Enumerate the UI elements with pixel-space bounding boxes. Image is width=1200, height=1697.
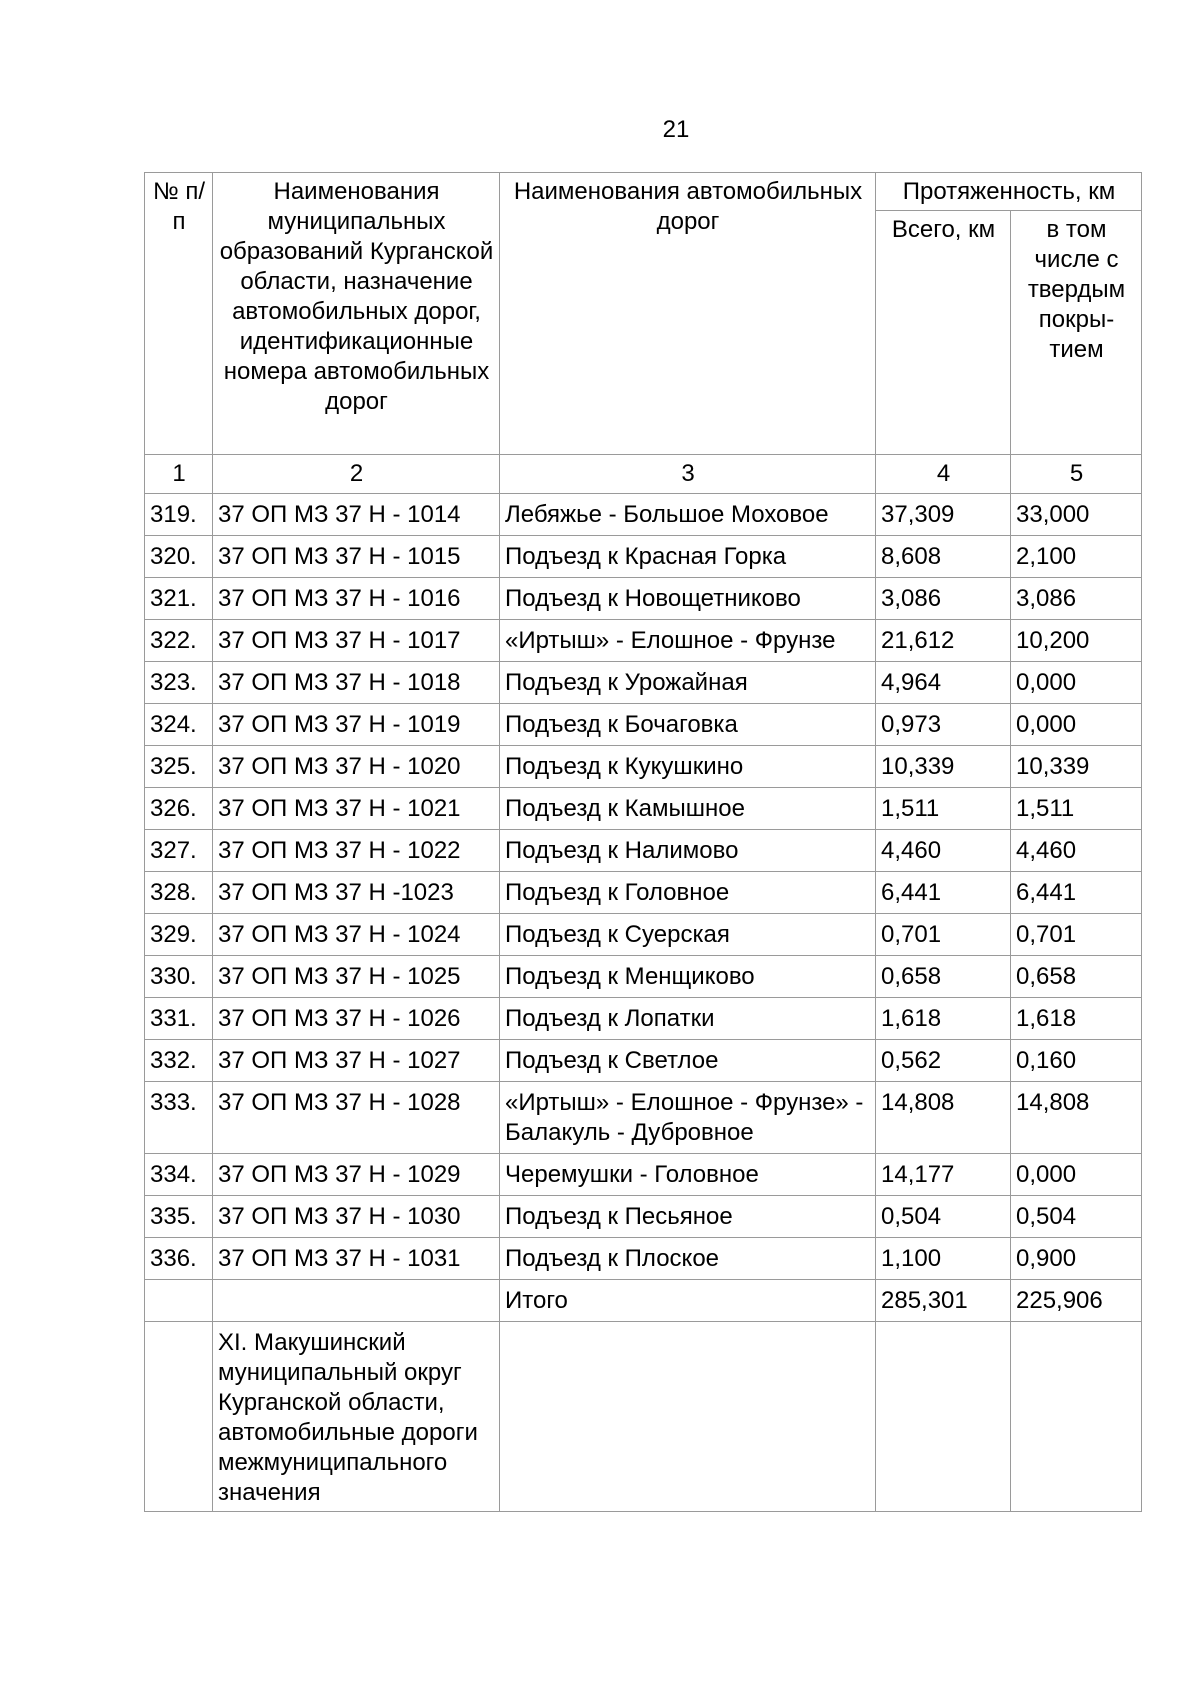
road-length-total: 1,618	[876, 998, 1011, 1040]
header-length: Протяженность, км	[876, 173, 1142, 211]
road-id: 37 ОП МЗ 37 Н - 1028	[213, 1082, 500, 1154]
section-empty-cell	[500, 1322, 876, 1512]
road-id: 37 ОП МЗ 37 Н - 1025	[213, 956, 500, 998]
table-row	[145, 998, 1142, 1040]
row-number: 333.	[145, 1082, 213, 1154]
road-length-paved: 3,086	[1011, 578, 1142, 620]
road-id: 37 ОП МЗ 37 Н - 1017	[213, 620, 500, 662]
road-length-total: 0,973	[876, 704, 1011, 746]
road-id: 37 ОП МЗ 37 Н - 1014	[213, 494, 500, 536]
row-number: 332.	[145, 1040, 213, 1082]
table-body	[145, 494, 1142, 1280]
road-id: 37 ОП МЗ 37 Н - 1019	[213, 704, 500, 746]
row-number: 321.	[145, 578, 213, 620]
row-number: 324.	[145, 704, 213, 746]
table-row	[145, 494, 1142, 536]
road-id: 37 ОП МЗ 37 Н - 1020	[213, 746, 500, 788]
row-number: 334.	[145, 1154, 213, 1196]
section-num-cell	[145, 1322, 213, 1512]
road-length-total: 10,339	[876, 746, 1011, 788]
road-length-paved: 14,808	[1011, 1082, 1142, 1154]
total-paved-length: 225,906	[1011, 1280, 1142, 1322]
road-length-total: 8,608	[876, 536, 1011, 578]
road-length-total: 1,100	[876, 1238, 1011, 1280]
road-length-total: 0,658	[876, 956, 1011, 998]
road-name: Подъезд к Лопатки	[500, 998, 876, 1040]
row-number: 319.	[145, 494, 213, 536]
row-number: 330.	[145, 956, 213, 998]
road-length-paved: 0,658	[1011, 956, 1142, 998]
table-row	[145, 830, 1142, 872]
column-numbers-row	[145, 455, 1142, 494]
header-length-paved: в том числе с твердым покры- тием	[1011, 211, 1142, 455]
road-length-paved: 10,200	[1011, 620, 1142, 662]
road-length-total: 1,511	[876, 788, 1011, 830]
road-length-paved: 6,441	[1011, 872, 1142, 914]
table-row	[145, 1154, 1142, 1196]
road-id: 37 ОП МЗ 37 Н -1023	[213, 872, 500, 914]
row-number: 322.	[145, 620, 213, 662]
road-id: 37 ОП МЗ 37 Н - 1026	[213, 998, 500, 1040]
row-number: 325.	[145, 746, 213, 788]
row-number: 336.	[145, 1238, 213, 1280]
road-id: 37 ОП МЗ 37 Н - 1021	[213, 788, 500, 830]
table-row	[145, 1196, 1142, 1238]
road-length-paved: 10,339	[1011, 746, 1142, 788]
table-row	[145, 578, 1142, 620]
header-length-total: Всего, км	[876, 211, 1011, 455]
road-name: Подъезд к Головное	[500, 872, 876, 914]
table-row	[145, 620, 1142, 662]
road-id: 37 ОП МЗ 37 Н - 1030	[213, 1196, 500, 1238]
table-row	[145, 872, 1142, 914]
road-length-total: 4,460	[876, 830, 1011, 872]
table-row	[145, 788, 1142, 830]
table-row	[145, 1040, 1142, 1082]
row-number: 335.	[145, 1196, 213, 1238]
road-id: 37 ОП МЗ 37 Н - 1027	[213, 1040, 500, 1082]
road-length-paved: 2,100	[1011, 536, 1142, 578]
row-number: 327.	[145, 830, 213, 872]
road-length-paved: 0,160	[1011, 1040, 1142, 1082]
road-name: Подъезд к Камышное	[500, 788, 876, 830]
road-name: Подъезд к Красная Горка	[500, 536, 876, 578]
road-length-paved: 4,460	[1011, 830, 1142, 872]
total-label: Итого	[500, 1280, 876, 1322]
roads-table	[144, 172, 1142, 1512]
road-length-total: 21,612	[876, 620, 1011, 662]
road-length-paved: 0,000	[1011, 1154, 1142, 1196]
column-number: 4	[876, 455, 1011, 494]
table-header	[145, 173, 1142, 494]
road-id: 37 ОП МЗ 37 Н - 1031	[213, 1238, 500, 1280]
column-number: 5	[1011, 455, 1142, 494]
page-number: 21	[662, 116, 690, 143]
road-length-paved: 33,000	[1011, 494, 1142, 536]
row-number: 326.	[145, 788, 213, 830]
road-length-total: 14,808	[876, 1082, 1011, 1154]
road-length-total: 0,504	[876, 1196, 1011, 1238]
road-id: 37 ОП МЗ 37 Н - 1022	[213, 830, 500, 872]
road-id: 37 ОП МЗ 37 Н - 1024	[213, 914, 500, 956]
total-id-cell	[213, 1280, 500, 1322]
road-name: Подъезд к Новощетниково	[500, 578, 876, 620]
road-length-total: 6,441	[876, 872, 1011, 914]
road-length-paved: 0,000	[1011, 662, 1142, 704]
column-number: 1	[145, 455, 213, 494]
header-municipality: Наименования муниципальных образований Курганской области, назначение автомобильных дорог, идентификационные номера автомобильных дорог	[213, 173, 500, 455]
road-name: Подъезд к Менщиково	[500, 956, 876, 998]
table-row	[145, 956, 1142, 998]
table-row	[145, 536, 1142, 578]
road-length-paved: 0,900	[1011, 1238, 1142, 1280]
road-name: «Иртыш» - Елошное - Фрунзе	[500, 620, 876, 662]
road-length-total: 4,964	[876, 662, 1011, 704]
section-title: XI. Макушинский муниципальный округ Курганской области, автомобильные дороги межмуниципального значения	[213, 1322, 500, 1512]
road-name: Черемушки - Головное	[500, 1154, 876, 1196]
table-row	[145, 1238, 1142, 1280]
table-row	[145, 746, 1142, 788]
road-id: 37 ОП МЗ 37 Н - 1029	[213, 1154, 500, 1196]
road-length-paved: 0,701	[1011, 914, 1142, 956]
road-name: Подъезд к Плоское	[500, 1238, 876, 1280]
column-number: 3	[500, 455, 876, 494]
section-row	[145, 1322, 1142, 1512]
road-length-paved: 1,511	[1011, 788, 1142, 830]
total-num-cell	[145, 1280, 213, 1322]
road-length-total: 3,086	[876, 578, 1011, 620]
road-length-total: 37,309	[876, 494, 1011, 536]
total-length: 285,301	[876, 1280, 1011, 1322]
road-length-total: 14,177	[876, 1154, 1011, 1196]
road-name: Подъезд к Урожайная	[500, 662, 876, 704]
road-name: Лебяжье - Большое Моховое	[500, 494, 876, 536]
road-name: Подъезд к Светлое	[500, 1040, 876, 1082]
table-row	[145, 662, 1142, 704]
table-row	[145, 704, 1142, 746]
table-row	[145, 1082, 1142, 1154]
row-number: 320.	[145, 536, 213, 578]
table-row	[145, 914, 1142, 956]
section-empty-cell	[876, 1322, 1011, 1512]
row-number: 328.	[145, 872, 213, 914]
road-id: 37 ОП МЗ 37 Н - 1018	[213, 662, 500, 704]
road-length-paved: 0,000	[1011, 704, 1142, 746]
road-id: 37 ОП МЗ 37 Н - 1015	[213, 536, 500, 578]
column-number: 2	[213, 455, 500, 494]
road-name: Подъезд к Суерская	[500, 914, 876, 956]
road-id: 37 ОП МЗ 37 Н - 1016	[213, 578, 500, 620]
table-footer	[145, 1280, 1142, 1512]
road-name: Подъезд к Налимово	[500, 830, 876, 872]
road-name: «Иртыш» - Елошное - Фрунзе» - Балакуль - Дубровное	[500, 1082, 876, 1154]
road-name: Подъезд к Бочаговка	[500, 704, 876, 746]
header-number: № п/п	[145, 173, 213, 455]
row-number: 323.	[145, 662, 213, 704]
road-length-total: 0,701	[876, 914, 1011, 956]
road-name: Подъезд к Песьяное	[500, 1196, 876, 1238]
road-length-paved: 0,504	[1011, 1196, 1142, 1238]
row-number: 329.	[145, 914, 213, 956]
section-empty-cell	[1011, 1322, 1142, 1512]
road-name: Подъезд к Кукушкино	[500, 746, 876, 788]
road-length-paved: 1,618	[1011, 998, 1142, 1040]
header-road-name: Наименования автомобильных дорог	[500, 173, 876, 455]
total-row	[145, 1280, 1142, 1322]
row-number: 331.	[145, 998, 213, 1040]
road-length-total: 0,562	[876, 1040, 1011, 1082]
